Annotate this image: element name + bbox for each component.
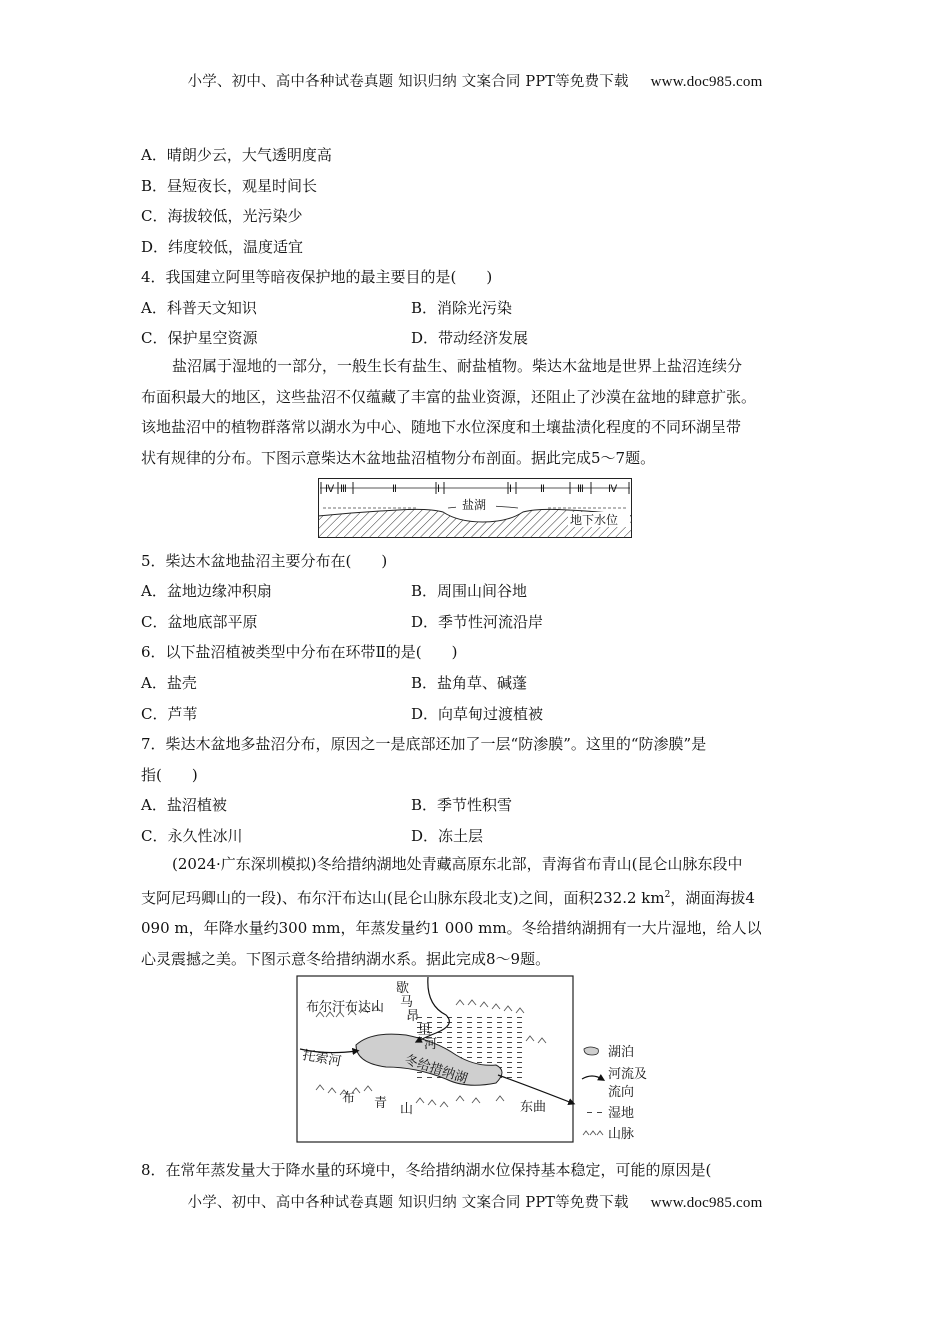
label-mountain-south-2: 青 [374, 1096, 388, 1111]
q5-option-b: B．周围山间谷地 [411, 582, 528, 600]
zone-label-right-i: Ⅰ [509, 484, 512, 495]
q5-option-c: C．盆地底部平原 [141, 613, 258, 631]
salt-marsh-profile-figure [318, 478, 632, 538]
label-river-north-2: 马 [400, 995, 414, 1010]
label-river-north-3: 昂 [406, 1009, 420, 1024]
q6-option-d: D．向草甸过渡植被 [411, 705, 544, 723]
q3-option-d: D．纬度较低，温度适宜 [141, 238, 304, 256]
passage1-line: 布面积最大的地区，这些盐沼不仅蕴藏了丰富的盐业资源，还阻止了沙漠在盆地的肆意扩张。 [141, 387, 757, 406]
zone-label-left-i: Ⅰ [437, 484, 440, 495]
q6-stem: 6．以下盐沼植被类型中分布在环带Ⅱ的是( ) [141, 643, 458, 661]
passage2-line: 090 m，年降水量约300 mm，年蒸发量约1 000 mm。冬给措纳湖拥有一大片湿地，给人以 [141, 919, 762, 938]
passage2-line: (2024·广东深圳模拟)冬给措纳湖地处青藏高原东北部，青海省布青山(昆仑山脉东段中 [172, 855, 743, 873]
legend-mountain: 山脉 [608, 1127, 635, 1142]
q4-option-c: C．保护星空资源 [141, 329, 258, 347]
zone-label-right-ii: Ⅱ [540, 484, 545, 495]
q6-option-c: C．芦苇 [141, 705, 198, 723]
q7-option-b: B．季节性积雪 [411, 796, 513, 814]
q3-option-a: A．晴朗少云，大气透明度高 [141, 146, 332, 164]
legend-lake-icon [584, 1047, 598, 1055]
q7-option-a: A．盐沼植被 [141, 796, 227, 814]
passage-donggeicuona-lake [141, 849, 813, 974]
zone-label-left-iv: Ⅳ [325, 484, 335, 495]
q5-option-d: D．季节性河流沿岸 [411, 613, 544, 631]
q7-option-d: D．冻土层 [411, 827, 484, 845]
legend-river-2: 流向 [608, 1085, 635, 1100]
label-mountain-south-3: 山 [400, 1102, 414, 1117]
passage2-line: 心灵震撼之美。下图示意冬给措纳湖水系。据此完成8～9题。 [141, 949, 551, 968]
header-url[interactable]: www.doc985.com [650, 74, 763, 90]
q7-option-c: C．永久性冰川 [141, 827, 243, 845]
footer-url[interactable]: www.doc985.com [650, 1195, 763, 1211]
legend-river-icon [582, 1076, 602, 1079]
passage-salt-marsh [141, 351, 813, 473]
footer-text: 小学、初中、高中各种试卷真题 知识归纳 文案合同 PPT等免费下载 [187, 1195, 629, 1211]
label-river-west: 托索河 [301, 1048, 343, 1070]
legend-wetland: 湿地 [608, 1106, 635, 1121]
passage2-line [141, 880, 813, 914]
q6-option-a: A．盐壳 [141, 674, 197, 692]
q4-option-a: A．科普天文知识 [141, 299, 257, 317]
q4-stem: 4．我国建立阿里等暗夜保护地的最主要目的是( ) [141, 268, 493, 286]
passage2-line-part: ，湖面海拔4 [670, 888, 755, 907]
zone-label-left-iii: Ⅲ [340, 484, 347, 495]
legend-lake: 湖泊 [608, 1045, 635, 1060]
q6-option-b: B．盐角草、碱蓬 [411, 674, 528, 692]
legend-mountain-icon [583, 1131, 603, 1135]
label-mountain-north: 布尔汗布达山 [306, 1000, 385, 1015]
salt-lake-label: 盐湖 [462, 498, 487, 512]
passage1-line: 状有规律的分布。下图示意柴达木盆地盐沼植物分布剖面。据此完成5～7题。 [141, 448, 656, 467]
label-river-north-5: 河 [424, 1037, 438, 1052]
q3-option-c: C．海拔较低，光污染少 [141, 207, 303, 225]
q5-option-a: A．盆地边缘冲积扇 [141, 582, 272, 600]
lake-water-system-map [296, 975, 662, 1145]
q4-option-b: B．消除光污染 [411, 299, 513, 317]
passage1-line: 该地盐沼中的植物群落常以湖水为中心、随地下水位深度和土壤盐渍化程度的不同环湖呈带 [141, 418, 742, 437]
q7-stem-line1: 7．柴达木盆地多盐沼分布，原因之一是底部还加了一层“防渗膜”。这里的“防渗膜”是 [141, 735, 707, 753]
groundwater-label: 地下水位 [570, 513, 619, 527]
header-text: 小学、初中、高中各种试卷真题 知识归纳 文案合同 PPT等免费下载 [187, 74, 629, 90]
label-river-east: 东曲 [520, 1100, 547, 1115]
q8-stem: 8．在常年蒸发量大于降水量的环境中，冬给措纳湖水位保持基本稳定，可能的原因是( [141, 1161, 712, 1179]
area-superscript: 2 [664, 889, 671, 900]
legend-wetland-icon [583, 1108, 603, 1116]
q3-option-b: B．昼短夜长，观星时间长 [141, 177, 318, 195]
q7-stem-line2: 指( ) [141, 766, 198, 784]
zone-label-right-iii: Ⅲ [577, 484, 584, 495]
passage1-line: 盐沼属于湿地的一部分，一般生长有盐生、耐盐植物。柴达木盆地是世界上盐沼连续分 [172, 357, 743, 375]
map-legend [582, 1044, 647, 1142]
zone-label-left-ii: Ⅱ [392, 484, 397, 495]
label-river-north-1: 歇 [396, 981, 410, 996]
q4-option-d: D．带动经济发展 [411, 329, 529, 347]
page-footer [0, 1191, 950, 1212]
passage2-line-part: 支阿尼玛卿山的一段)、布尔汗布达山(昆仑山脉东段北支)之间，面积232.2 km [141, 888, 665, 907]
label-mountain-south-1: 布 [342, 1091, 356, 1106]
label-lake: 冬给措纳湖 [402, 1052, 470, 1087]
page-header [0, 70, 950, 91]
zone-label-right-iv: Ⅳ [608, 484, 618, 495]
label-river-north-4: 里 [418, 1023, 432, 1038]
legend-river-1: 河流及 [608, 1067, 648, 1082]
q5-stem: 5．柴达木盆地盐沼主要分布在( ) [141, 552, 388, 570]
